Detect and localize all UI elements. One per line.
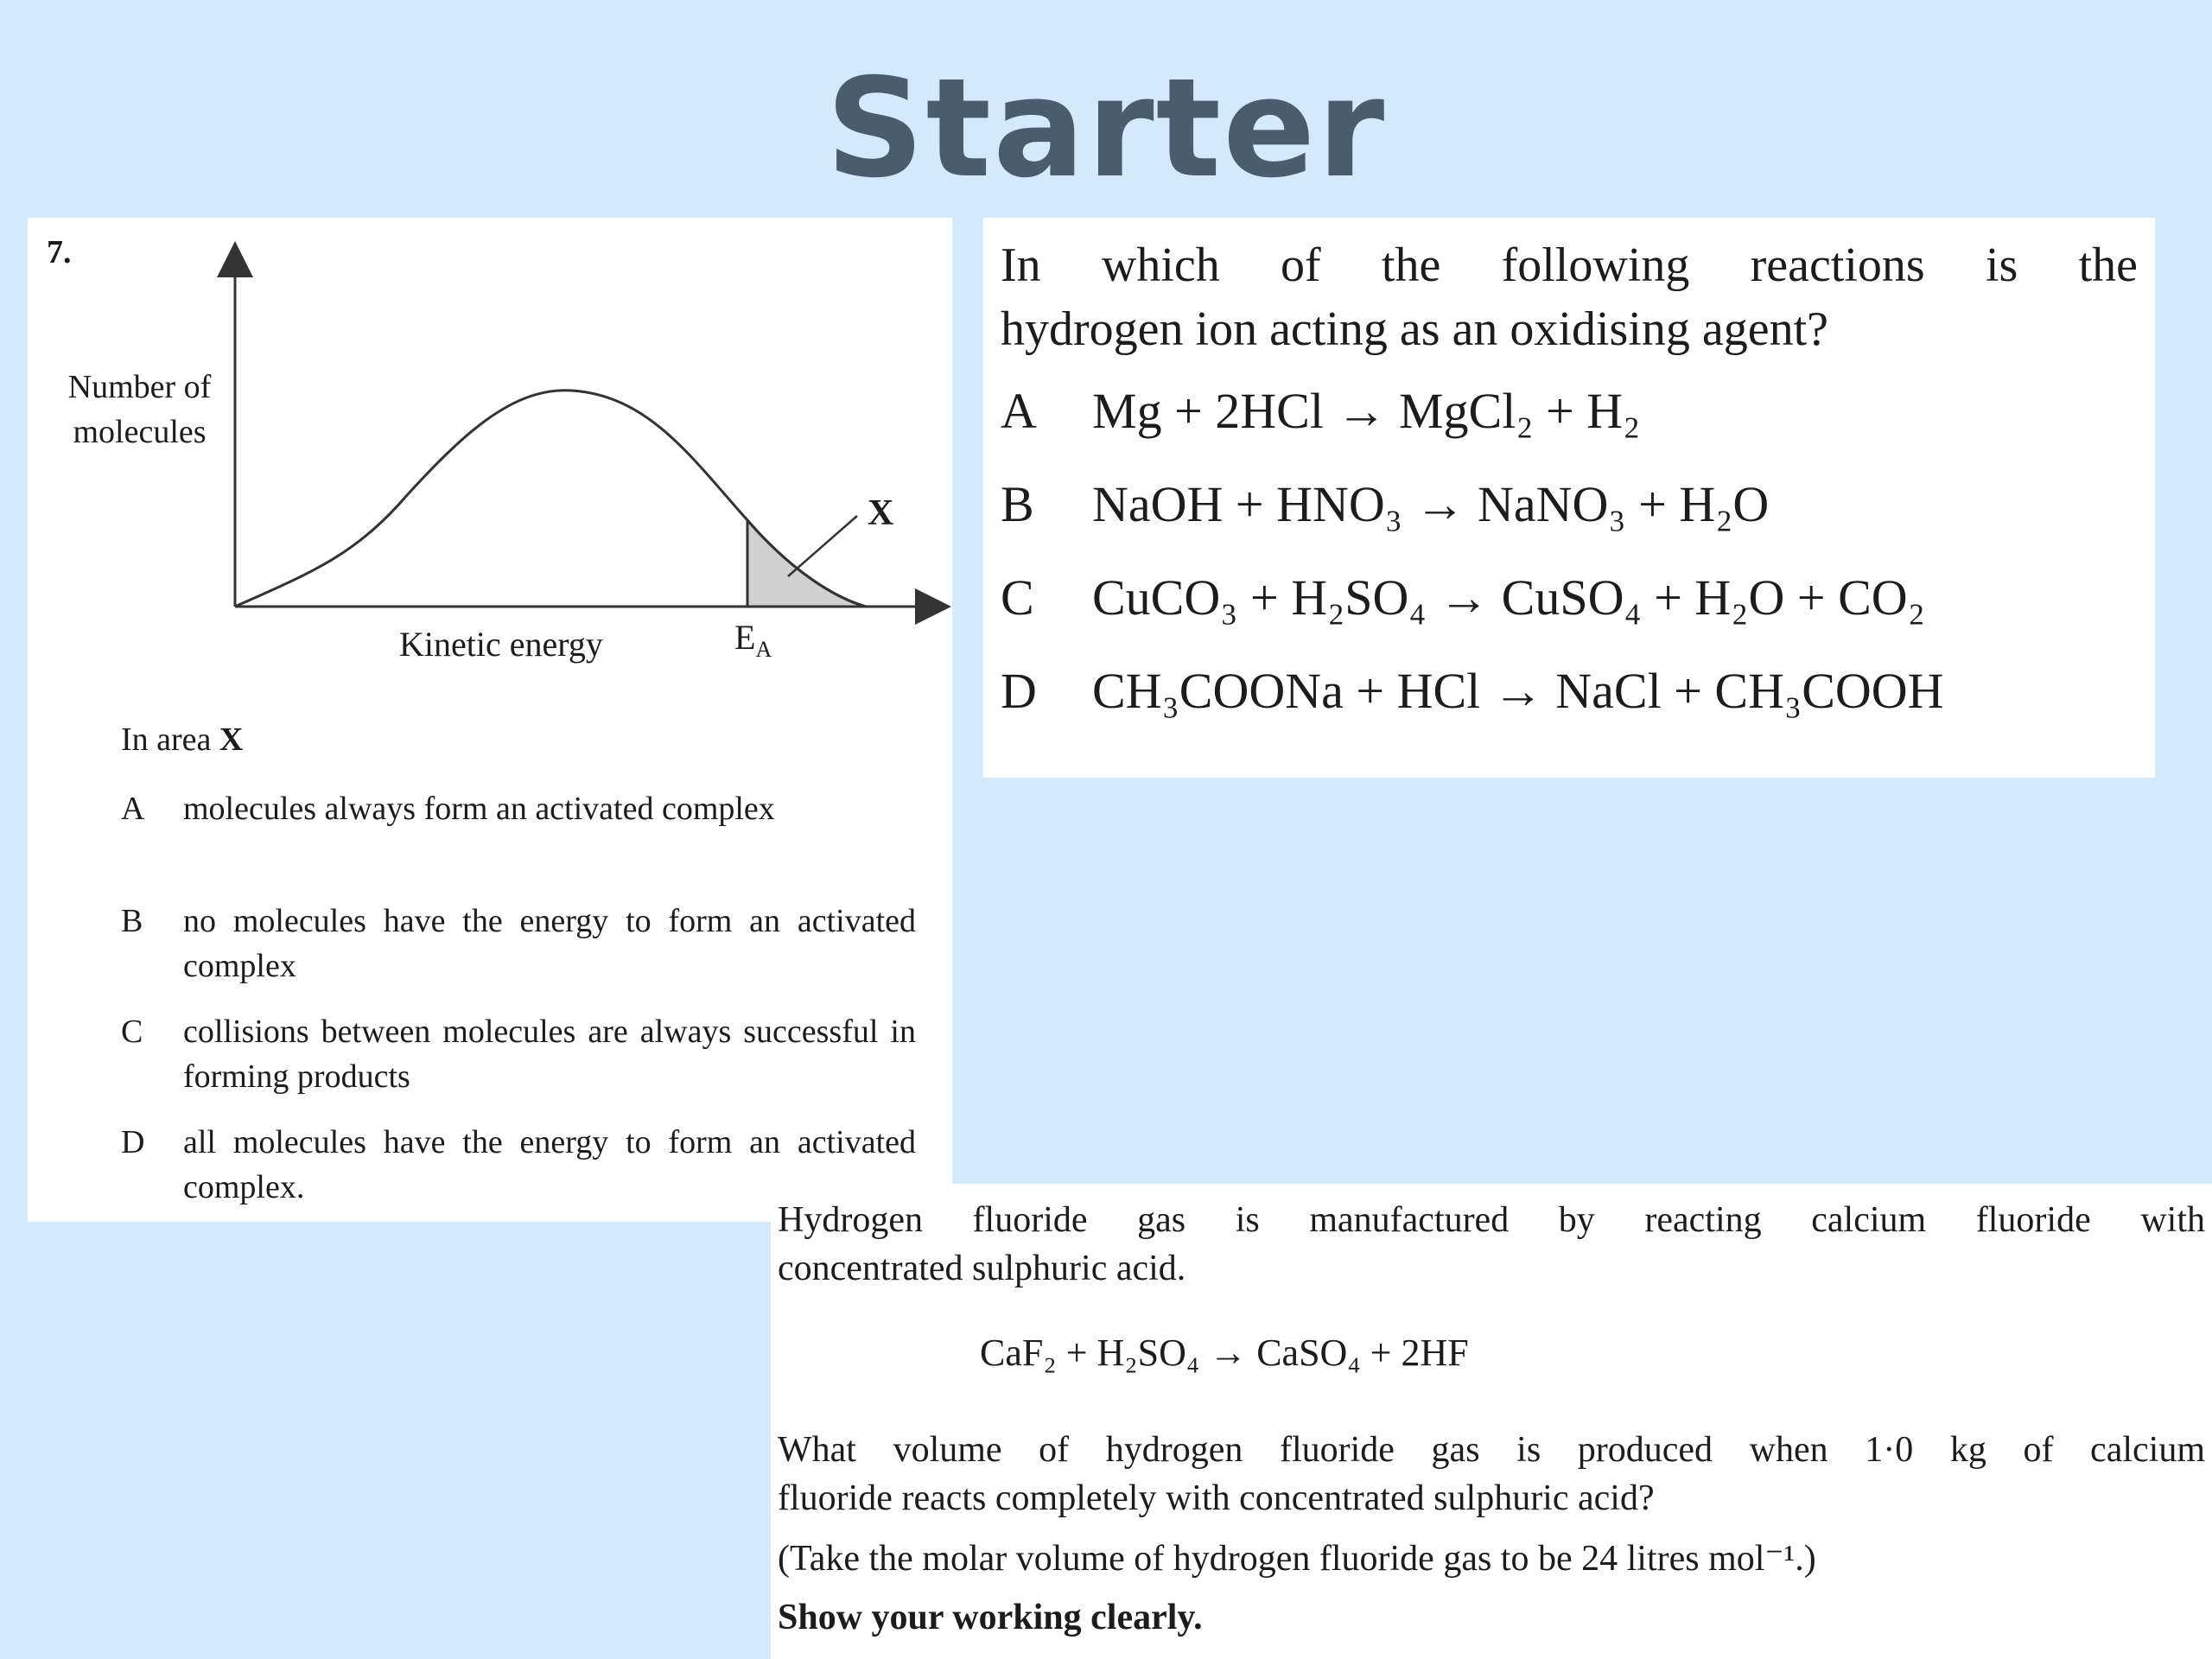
hydrogen-fluoride-panel [771,1184,2212,1659]
area-x-label: X [868,493,894,533]
hf-intro: Hydrogen fluoride gas is manufactured by reacting calcium fluoride with concentrated sulphuric acid. [778,1200,2205,1288]
x-axis-label: Kinetic energy [399,625,603,664]
option-b: B no molecules have the energy to form an activated complex [121,903,916,984]
hf-equation: CaF₂ + H₂SO₄ → CaSO₄ + 2HF [980,1332,1469,1374]
reaction-option-d: D CH₃COONa + HCl → NaCl + CH₃COOH [1001,663,1944,719]
activation-energy-label: $E_A$ [734,618,772,663]
redox-question-text: In which of the following reactions is the hydrogen ion acting as an oxidising agent? [1001,238,2138,356]
reaction-option-c: C CuCO₃ + H₂SO₄ → CuSO₄ + H₂O + CO₂ [1001,569,1925,626]
hf-question: What volume of hydrogen fluoride gas is produced when 1·0 kg of calcium fluoride reacts completely with concentrated sulphuric acid? [778,1430,2205,1518]
molar-volume-note: (Take the molar volume of hydrogen fluoride gas to be 24 litres mol⁻¹.) [778,1539,1816,1579]
question-7-panel [28,218,952,1222]
reaction-option-b: B NaOH + HNO₃ → NaNO₃ + H₂O [1001,476,1770,532]
option-d: D all molecules have the energy to form an activated complex. [121,1124,916,1205]
option-c: C collisions between molecules are always successful in forming products [121,1014,916,1095]
redox-question-panel [983,218,2155,778]
working-instruction: Show your working clearly. [778,1598,1203,1637]
question-number: 7. [47,234,72,270]
area-x-shading [747,520,866,607]
y-axis-label: Number of molecules [67,369,212,450]
question-stem: In area X [121,721,244,758]
page-title: Starter [825,49,1387,208]
x-pointer-line [788,516,857,576]
option-a: A molecules always form an activated complex [121,791,775,827]
reaction-option-a: A Mg + 2HCl → MgCl₂ + H₂ [1001,383,1641,439]
